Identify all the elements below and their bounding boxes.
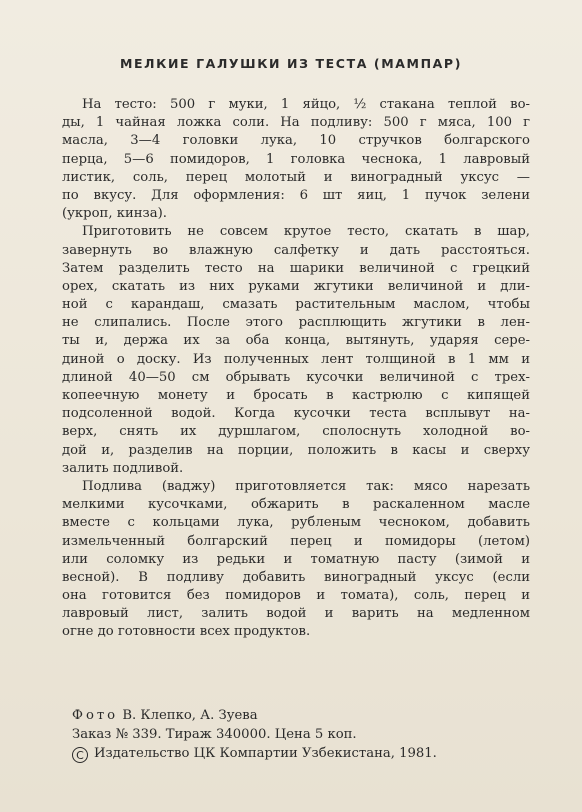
text-line: Приготовить не совсем крутое тесто, скатать в шар, — [82, 224, 530, 240]
text-line: измельченный болгарский перец и помидоры (летом) — [62, 533, 530, 549]
text-line: она готовится без помидоров и томата), соль, перец и — [62, 588, 530, 604]
text-line: Затем разделить тесто на шарики величиной с грецкий — [62, 260, 530, 276]
ingredients-paragraph — [62, 96, 530, 223]
text-line: На тесто: 500 г муки, 1 яйцо, ½ стакана теплой во- — [82, 97, 530, 112]
imprint-footer — [72, 706, 532, 763]
text-line: мелкими кусочками, обжарить в раскаленном масле — [62, 497, 530, 513]
text-line: перца, 5—6 помидоров, 1 головка чеснока, 1 лавровый — [62, 151, 530, 167]
text-line: листик, соль, перец молотый и виноградный уксус — — [62, 169, 530, 185]
publisher: Издательство ЦК Компартии Узбекистана, 1981. — [94, 746, 437, 761]
sauce-paragraph — [62, 478, 530, 642]
photo-label: Фото — [72, 708, 119, 723]
text-line: (укроп, кинза). — [62, 206, 167, 222]
text-line: подсоленной водой. Когда кусочки теста всплывут на- — [62, 406, 530, 422]
recipe-title: МЕЛКИЕ ГАЛУШКИ ИЗ ТЕСТА (МАМПАР) — [119, 56, 463, 71]
order-info: Заказ № 339. Тираж 340000. Цена 5 коп. — [72, 727, 357, 742]
text-line: не слипались. После этого расплющить жгутики в лен- — [62, 315, 530, 331]
text-line: ной с карандаш, смазать растительным маслом, чтобы — [62, 297, 530, 313]
text-line: ты и, держа их за оба конца, вытянуть, ударяя сере- — [62, 333, 530, 349]
recipe-body — [62, 96, 530, 642]
text-line: длиной 40—50 см обрывать кусочки величиной с трех- — [62, 369, 530, 385]
text-line: дой и, разделив на порции, положить в касы и сверху — [62, 442, 530, 458]
text-line: масла, 3—4 головки лука, 10 стручков болгарского — [62, 133, 530, 149]
text-line: завернуть во влажную салфетку и дать расстояться. — [62, 242, 530, 258]
photo-credit: В. Клепко, А. Зуева — [122, 708, 258, 723]
text-line: огне до готовности всех продуктов. — [62, 624, 311, 640]
text-line: диной о доску. Из полученных лент толщиной в 1 мм и — [62, 351, 530, 367]
text-line: вместе с кольцами лука, рубленым чесноком, добавить — [62, 515, 530, 531]
text-line: или соломку из редьки и томатную пасту (зимой и — [62, 551, 530, 567]
text-line: Подлива (ваджу) приготовляется так: мясо нарезать — [82, 478, 530, 494]
text-line: по вкусу. Для оформления: 6 шт яиц, 1 пучок зелени — [62, 187, 530, 203]
copyright-row — [72, 744, 532, 763]
text-line: копеечную монету и бросать в кастрюлю с кипящей — [62, 388, 530, 403]
photo-credit-row — [72, 706, 532, 725]
text-line: весной). В подливу добавить виноградный уксус (если — [62, 569, 530, 585]
text-line: ды, 1 чайная ложка соли. На подливу: 500 г мяса, 100 г — [62, 115, 530, 131]
text-line: залить подливой. — [62, 460, 184, 476]
copyright-icon: C — [72, 747, 88, 763]
preparation-paragraph — [62, 223, 530, 478]
text-line: орех, скатать из них руками жгутики величиной и дли- — [62, 278, 530, 294]
text-line: верх, снять их дуршлагом, сполоснуть холодной во- — [62, 424, 530, 440]
text-line: лавровый лист, залить водой и варить на медленном — [62, 606, 530, 622]
